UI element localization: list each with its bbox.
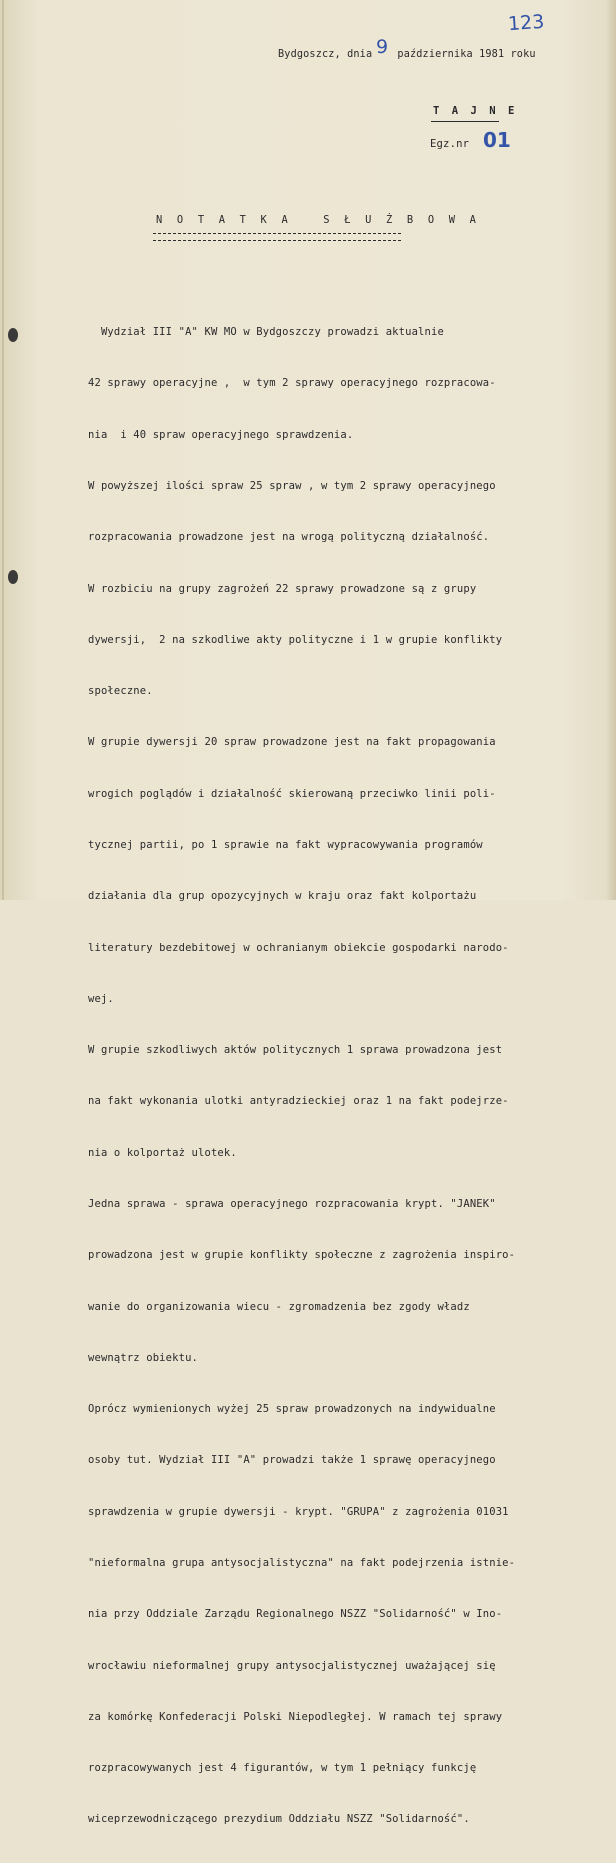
month-year: października 1981 roku: [397, 49, 536, 60]
title-underline: [153, 233, 401, 241]
body-line: W powyższej ilości spraw 25 spraw , w tym 2 sprawy operacyjnego: [88, 480, 496, 493]
punch-hole-lower: [8, 570, 18, 584]
body-line: nia i 40 spraw operacyjnego sprawdzenia.: [88, 428, 354, 441]
body-line: rozpracowywanych jest 4 figurantów, w tym 1 pełniący funkcję: [88, 1762, 477, 1775]
body-line: wanie do organizowania wiecu - zgromadzenia bez zgody władz: [88, 1300, 470, 1313]
body-line: wrocławiu nieformalnej grupy antysocjalistycznej uważającej się: [88, 1659, 496, 1672]
punch-hole-upper: [8, 328, 18, 342]
body-text: [88, 290, 515, 1863]
body-line: Jedna sprawa - sprawa operacyjnego rozpracowania krypt. "JANEK": [88, 1197, 496, 1210]
body-line: Oprócz wymienionych wyżej 25 spraw prowadzonych na indywidualne: [88, 1403, 496, 1416]
body-line: W grupie dywersji 20 spraw prowadzone jest na fakt propagowania: [88, 736, 496, 749]
handwritten-day: 9: [376, 36, 389, 58]
body-line: "nieformalna grupa antysocjalistyczna" na fakt podejrzenia istnie-: [88, 1556, 516, 1569]
body-line: nia przy Oddziale Zarządu Regionalnego NSZZ "Solidarność" w Ino-: [88, 1608, 503, 1621]
body-line: W rozbiciu na grupy zagrożeń 22 sprawy prowadzone są z grupy: [88, 582, 477, 595]
body-line: prowadzona jest w grupie konflikty społeczne z zagrożenia inspiro-: [88, 1249, 516, 1262]
body-line: Wydział III "A" KW MO w Bydgoszczy prowadzi aktualnie: [88, 326, 444, 339]
body-line: na fakt wykonania ulotki antyradzieckiej oraz 1 na fakt podejrze-: [88, 1095, 509, 1108]
body-line: społeczne.: [88, 685, 153, 698]
body-line: osoby tut. Wydział III "A" prowadzi także 1 sprawę operacyjnego: [88, 1454, 496, 1467]
body-line: rozpracowania prowadzone jest na wrogą polityczną działalność.: [88, 531, 490, 544]
body-line: wewnątrz obiektu.: [88, 1351, 199, 1364]
body-line: wiceprzewodniczącego prezydium Oddziału NSZZ "Solidarność".: [88, 1813, 470, 1826]
place-date-line: [278, 46, 536, 63]
copy-number: 01: [483, 128, 511, 152]
classification-label: T A J N E: [433, 105, 518, 117]
document-title: N O T A T K A S Ł U Ż B O W A: [156, 214, 481, 226]
body-line: wrogich poglądów i działalność skierowaną przeciwko linii poli-: [88, 787, 496, 800]
body-line: nia o kolportaż ulotek.: [88, 1146, 237, 1159]
place-date-prefix: Bydgoszcz, dnia: [278, 49, 373, 60]
copy-label: Egz.nr: [430, 138, 470, 150]
body-line: sprawdzenia w grupie dywersji - krypt. "GRUPA" z zagrożenia 01031: [88, 1505, 509, 1518]
body-line: wej.: [88, 992, 114, 1005]
page-edge-shadow: [606, 0, 616, 900]
archive-number: 123: [507, 10, 545, 36]
body-line: W grupie szkodliwych aktów politycznych 1 sprawa prowadzona jest: [88, 1044, 503, 1057]
body-line: dywersji, 2 na szkodliwe akty polityczne i 1 w grupie konflikty: [88, 633, 503, 646]
body-line: tycznej partii, po 1 sprawie na fakt wypracowywania programów: [88, 839, 483, 851]
body-line: literatury bezdebitowej w ochranianym obiekcie gospodarki narodo-: [88, 941, 509, 954]
body-line: działania dla grup opozycyjnych w kraju oraz fakt kolportażu: [88, 890, 477, 903]
binding-edge: [2, 0, 4, 900]
body-line: 42 sprawy operacyjne , w tym 2 sprawy operacyjnego rozpracowa-: [88, 377, 496, 390]
classification-underline: [431, 121, 499, 122]
body-line: za komórkę Konfederacji Polski Niepodległej. W ramach tej sprawy: [88, 1710, 503, 1723]
